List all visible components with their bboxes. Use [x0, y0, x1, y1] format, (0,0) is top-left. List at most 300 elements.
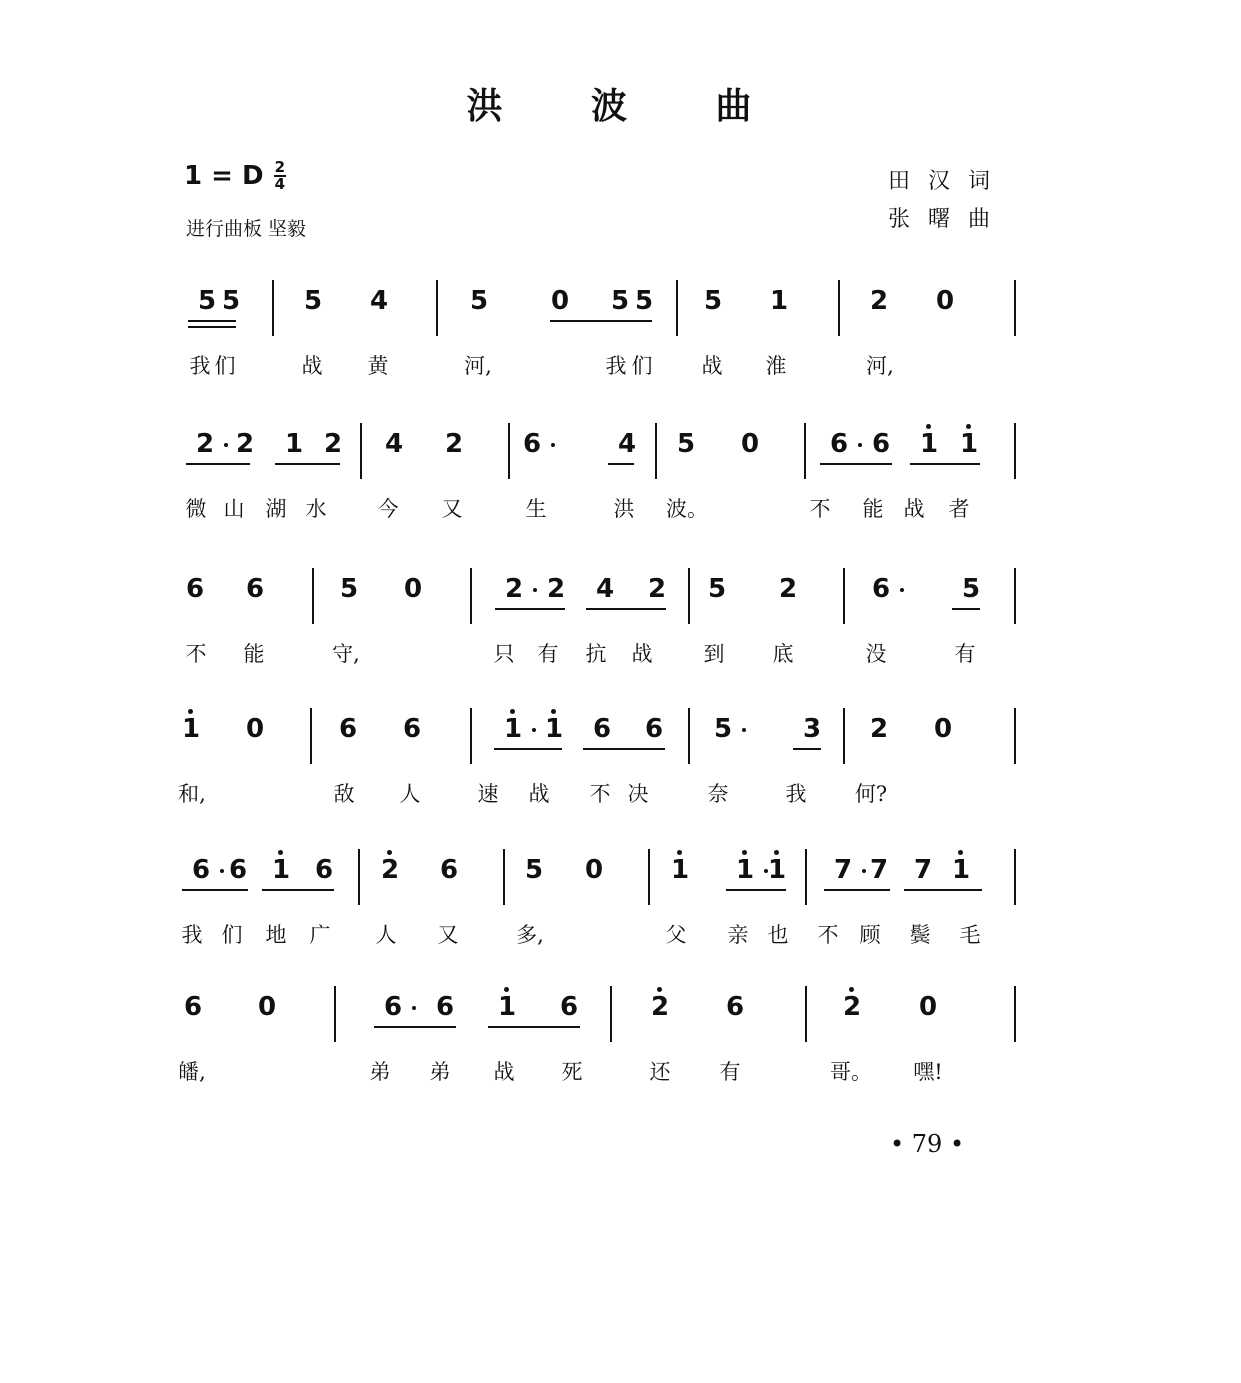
lyric-syllable: 皤, [178, 1060, 206, 1084]
lyric-syllable: 战 [528, 782, 550, 806]
bar-line [508, 423, 510, 479]
lyric-syllable: 湖 [265, 497, 287, 521]
note [432, 853, 466, 913]
note-digit: 5 [221, 286, 241, 316]
underline-beam [586, 608, 666, 610]
score-row [0, 853, 1241, 973]
lyric-syllable: 山 [223, 497, 245, 521]
note [264, 853, 298, 913]
score-row [0, 284, 1241, 404]
note-digit: 6 [435, 992, 455, 1022]
note-digit: 5 [303, 286, 323, 316]
score-row [0, 990, 1241, 1110]
lyric-syllable: 微 [185, 497, 207, 521]
lyric-syllable: 能 [862, 497, 884, 521]
lyric-syllable: 有 [719, 1060, 741, 1084]
note [954, 572, 988, 632]
note [437, 427, 471, 487]
note [862, 853, 896, 913]
lyric-syllable: 不 [185, 642, 207, 666]
bar-line [843, 708, 845, 764]
lyric-syllable: 淮 [765, 354, 787, 378]
lyric-syllable: 我 [181, 923, 203, 947]
note [906, 853, 940, 913]
lyric-syllable: 今 [377, 497, 399, 521]
underline-beam [608, 463, 634, 465]
note-digit: 2 [323, 429, 343, 459]
underline-beam [952, 608, 980, 610]
lyric-syllable: 人 [399, 782, 421, 806]
octave-dot-icon [278, 850, 283, 855]
lyric-syllable: 多, [516, 923, 544, 947]
bar-line [804, 423, 806, 479]
lyric-syllable: 死 [561, 1060, 583, 1084]
underline-beam [824, 889, 890, 891]
lyric-syllable: 河, [464, 354, 492, 378]
lyric-syllable: 毛 [959, 923, 981, 947]
note-digit: 2 [235, 429, 255, 459]
bar-line [655, 423, 657, 479]
lyric-syllable: 我 [189, 354, 211, 378]
octave-dot-icon [504, 987, 509, 992]
lyric-syllable: 弟 [429, 1060, 451, 1084]
bar-line [805, 849, 807, 905]
note [496, 712, 530, 772]
lyric-syllable: 弟 [369, 1060, 391, 1084]
page-number: • 79 • [890, 1130, 965, 1158]
note [944, 853, 978, 913]
note [543, 284, 577, 344]
augmentation-dot-icon [742, 728, 746, 732]
song-title: 洪 波 曲 [466, 85, 790, 127]
octave-dot-icon [958, 850, 963, 855]
note [928, 284, 962, 344]
underline-beam [910, 463, 980, 465]
note-digit: 0 [550, 286, 570, 316]
underline-beam [550, 320, 652, 322]
lyric-syllable: 又 [441, 497, 463, 521]
note [718, 990, 752, 1050]
note-digit: 5 [524, 855, 544, 885]
score-row [0, 572, 1241, 692]
note [184, 853, 218, 913]
note-digit: 1 [919, 429, 939, 459]
lyric-syllable: 也 [767, 923, 789, 947]
note-digit: 2 [195, 429, 215, 459]
lyric-syllable: 战 [301, 354, 323, 378]
bar-line [676, 280, 678, 336]
lyric-syllable: 不 [809, 497, 831, 521]
note-digit: 4 [595, 574, 615, 604]
note-digit: 6 [439, 855, 459, 885]
note [373, 853, 407, 913]
note-digit: 2 [869, 286, 889, 316]
note [826, 853, 860, 913]
note-digit: 2 [380, 855, 400, 885]
bar-line [503, 849, 505, 905]
lyric-syllable: 不 [817, 923, 839, 947]
note-digit: 0 [740, 429, 760, 459]
augmentation-dot-icon [533, 588, 537, 592]
bar-line [470, 708, 472, 764]
note-digit: 1 [670, 855, 690, 885]
lyric-syllable: 速 [477, 782, 499, 806]
lyric-syllable: 们 [214, 354, 236, 378]
octave-dot-icon [677, 850, 682, 855]
octave-dot-icon [387, 850, 392, 855]
note [637, 712, 671, 772]
lyric-syllable: 洪 [613, 497, 635, 521]
note-digit: 5 [703, 286, 723, 316]
note [362, 284, 396, 344]
lyric-syllable: 敌 [333, 782, 355, 806]
note [238, 572, 272, 632]
lyricist-credit: 田汉词 [888, 169, 1009, 194]
note [296, 284, 330, 344]
lyric-syllable: 不 [589, 782, 611, 806]
lyric-syllable: 广 [309, 923, 331, 947]
note-digit: 2 [444, 429, 464, 459]
augmentation-dot-icon [412, 1006, 416, 1010]
note [835, 990, 869, 1050]
note [952, 427, 986, 487]
underline-beam [488, 1026, 580, 1028]
note-digit: 5 [469, 286, 489, 316]
octave-dot-icon [742, 850, 747, 855]
note [332, 572, 366, 632]
underline-beam [495, 608, 565, 610]
lyric-syllable: 波。 [666, 497, 708, 521]
note-digit: 1 [271, 855, 291, 885]
bar-line [310, 708, 312, 764]
note-digit: 6 [314, 855, 334, 885]
note-digit: 6 [191, 855, 211, 885]
meter-top: 2 [274, 158, 285, 176]
note-digit: 6 [245, 574, 265, 604]
lyric-syllable: 者 [948, 497, 970, 521]
lyric-syllable: 哥。 [830, 1060, 872, 1084]
note-digit: 1 [959, 429, 979, 459]
bar-line [436, 280, 438, 336]
note [377, 427, 411, 487]
lyric-syllable: 战 [903, 497, 925, 521]
augmentation-dot-icon [532, 728, 536, 732]
note-digit: 0 [933, 714, 953, 744]
note-digit: 5 [610, 286, 630, 316]
lyric-syllable: 有 [954, 642, 976, 666]
bar-line [838, 280, 840, 336]
note-digit: 1 [951, 855, 971, 885]
lyric-syllable: 奈 [707, 782, 729, 806]
note [862, 712, 896, 772]
octave-dot-icon [849, 987, 854, 992]
note-digit: 0 [918, 992, 938, 1022]
note [395, 712, 429, 772]
note [517, 853, 551, 913]
tempo-marking: 进行曲板 坚毅 [186, 218, 307, 240]
note-digit: 2 [647, 574, 667, 604]
note-digit: 5 [961, 574, 981, 604]
augmentation-dot-icon [900, 588, 904, 592]
note-digit: 5 [713, 714, 733, 744]
lyric-syllable: 河, [866, 354, 894, 378]
augmentation-dot-icon [551, 443, 555, 447]
note [515, 427, 549, 487]
note [552, 990, 586, 1050]
note [822, 427, 856, 487]
note [912, 427, 946, 487]
note [577, 853, 611, 913]
octave-dot-icon [551, 709, 556, 714]
note-digit: 2 [546, 574, 566, 604]
note [462, 284, 496, 344]
lyric-syllable: 亲 [727, 923, 749, 947]
note-digit: 4 [369, 286, 389, 316]
note [728, 853, 762, 913]
note-digit: 7 [833, 855, 853, 885]
lyric-syllable: 只 [493, 642, 515, 666]
note-digit: 6 [871, 574, 891, 604]
note [307, 853, 341, 913]
note [221, 853, 255, 913]
note-digit: 1 [181, 714, 201, 744]
underline-beam [793, 748, 821, 750]
score-row [0, 427, 1241, 547]
note [238, 712, 272, 772]
note-digit: 2 [869, 714, 889, 744]
note-digit: 1 [544, 714, 564, 744]
note [760, 853, 794, 913]
note-digit: 1 [503, 714, 523, 744]
note [490, 990, 524, 1050]
note [331, 712, 365, 772]
octave-dot-icon [188, 709, 193, 714]
lyric-syllable: 顾 [859, 923, 881, 947]
lyric-syllable: 没 [865, 642, 887, 666]
note [178, 572, 212, 632]
note [700, 572, 734, 632]
note-digit: 6 [338, 714, 358, 744]
lyric-syllable: 到 [703, 642, 725, 666]
note-digit: 6 [829, 429, 849, 459]
note [428, 990, 462, 1050]
note [176, 990, 210, 1050]
note [663, 853, 697, 913]
note [762, 284, 796, 344]
bar-line [360, 423, 362, 479]
meter-bottom: 4 [274, 175, 285, 193]
bar-line [610, 986, 612, 1042]
lyric-syllable: 嘿! [913, 1060, 943, 1084]
note-digit: 2 [778, 574, 798, 604]
lyric-syllable: 们 [221, 923, 243, 947]
lyric-syllable: 底 [772, 642, 794, 666]
note [497, 572, 531, 632]
bar-line [470, 568, 472, 624]
note [864, 427, 898, 487]
lyric-syllable: 我 [785, 782, 807, 806]
note-digit: 6 [559, 992, 579, 1022]
bar-line [688, 568, 690, 624]
note [250, 990, 284, 1050]
lyric-syllable: 生 [525, 497, 547, 521]
lyric-syllable: 又 [437, 923, 459, 947]
note-digit: 7 [913, 855, 933, 885]
bar-line [1014, 708, 1016, 764]
note [643, 990, 677, 1050]
note [640, 572, 674, 632]
lyric-syllable: 父 [665, 923, 687, 947]
note-digit: 4 [617, 429, 637, 459]
lyric-syllable: 鬓 [909, 923, 931, 947]
note [911, 990, 945, 1050]
octave-dot-icon [510, 709, 515, 714]
note [585, 712, 619, 772]
underline-beam [188, 326, 236, 328]
note [228, 427, 262, 487]
bar-line [1014, 849, 1016, 905]
underline-beam [182, 889, 248, 891]
underline-beam [186, 463, 250, 465]
note [926, 712, 960, 772]
lyric-syllable: 能 [243, 642, 265, 666]
lyric-syllable: 战 [493, 1060, 515, 1084]
note-digit: 5 [634, 286, 654, 316]
note-digit: 0 [403, 574, 423, 604]
composer-credit: 张曙曲 [888, 207, 1009, 232]
note [537, 712, 571, 772]
key-signature [184, 160, 286, 192]
note [733, 427, 767, 487]
lyric-syllable: 战 [631, 642, 653, 666]
note-digit: 1 [284, 429, 304, 459]
note-digit: 6 [725, 992, 745, 1022]
bar-line [648, 849, 650, 905]
underline-beam [374, 1026, 456, 1028]
augmentation-dot-icon [858, 443, 862, 447]
note-digit: 5 [197, 286, 217, 316]
note-digit: 5 [676, 429, 696, 459]
note [795, 712, 829, 772]
bar-line [358, 849, 360, 905]
note-digit: 6 [871, 429, 891, 459]
note-digit: 5 [339, 574, 359, 604]
note-digit: 5 [707, 574, 727, 604]
note [588, 572, 622, 632]
note [539, 572, 573, 632]
bar-line [1014, 568, 1016, 624]
lyric-syllable: 抗 [585, 642, 607, 666]
lyric-syllable: 决 [627, 782, 649, 806]
note [627, 284, 661, 344]
note-digit: 6 [383, 992, 403, 1022]
note-digit: 2 [504, 574, 524, 604]
lyric-syllable: 守, [332, 642, 360, 666]
note-digit: 7 [869, 855, 889, 885]
bar-line [843, 568, 845, 624]
note [174, 712, 208, 772]
note-digit: 6 [185, 574, 205, 604]
note-digit: 3 [802, 714, 822, 744]
note [610, 427, 644, 487]
bar-line [1014, 280, 1016, 336]
octave-dot-icon [657, 987, 662, 992]
octave-dot-icon [966, 424, 971, 429]
lyric-syllable: 何? [854, 782, 888, 806]
score-row [0, 712, 1241, 832]
note-digit: 6 [402, 714, 422, 744]
underline-beam [188, 320, 236, 322]
lyric-syllable: 和, [178, 782, 206, 806]
note-digit: 6 [228, 855, 248, 885]
note [669, 427, 703, 487]
note-digit: 0 [245, 714, 265, 744]
note [214, 284, 248, 344]
lyric-syllable: 战 [701, 354, 723, 378]
note [396, 572, 430, 632]
lyric-syllable: 有 [537, 642, 559, 666]
underline-beam [583, 748, 665, 750]
note [376, 990, 410, 1050]
underline-beam [820, 463, 892, 465]
bar-line [805, 986, 807, 1042]
note-digit: 1 [735, 855, 755, 885]
lyric-syllable: 们 [631, 354, 653, 378]
note-digit: 1 [767, 855, 787, 885]
note-digit: 1 [769, 286, 789, 316]
lyric-syllable: 人 [375, 923, 397, 947]
lyric-syllable: 我 [605, 354, 627, 378]
bar-line [688, 708, 690, 764]
lyric-syllable: 黄 [367, 354, 389, 378]
note-digit: 0 [257, 992, 277, 1022]
note [316, 427, 350, 487]
underline-beam [494, 748, 562, 750]
note [188, 427, 222, 487]
note-digit: 6 [522, 429, 542, 459]
bar-line [272, 280, 274, 336]
note [706, 712, 740, 772]
underline-beam [275, 463, 340, 465]
note-digit: 6 [644, 714, 664, 744]
bar-line [334, 986, 336, 1042]
note [771, 572, 805, 632]
bar-line [312, 568, 314, 624]
note-digit: 6 [592, 714, 612, 744]
lyric-syllable: 地 [265, 923, 287, 947]
bar-line [1014, 423, 1016, 479]
lyric-syllable: 还 [649, 1060, 671, 1084]
note-digit: 0 [935, 286, 955, 316]
note-digit: 0 [584, 855, 604, 885]
lyric-syllable: 水 [305, 497, 327, 521]
note-digit: 4 [384, 429, 404, 459]
bar-line [1014, 986, 1016, 1042]
octave-dot-icon [774, 850, 779, 855]
note [864, 572, 898, 632]
note [696, 284, 730, 344]
underline-beam [904, 889, 982, 891]
note-digit: 1 [497, 992, 517, 1022]
time-signature [274, 160, 286, 192]
note-digit: 2 [650, 992, 670, 1022]
underline-beam [262, 889, 334, 891]
octave-dot-icon [926, 424, 931, 429]
note-digit: 6 [183, 992, 203, 1022]
note [862, 284, 896, 344]
underline-beam [726, 889, 786, 891]
note [277, 427, 311, 487]
